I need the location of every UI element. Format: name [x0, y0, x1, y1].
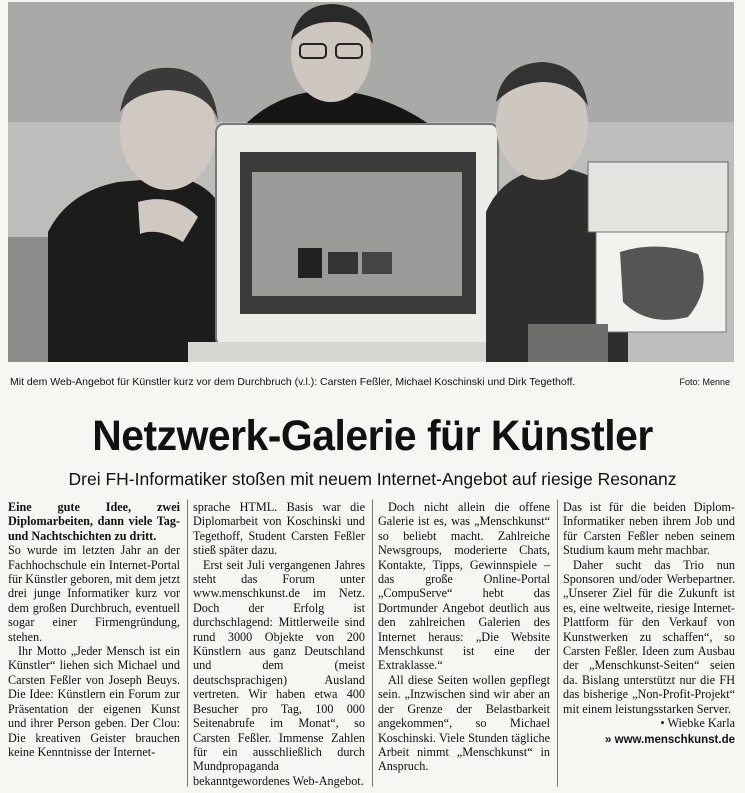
photo-credit: Foto: Menne	[679, 377, 730, 387]
body-paragraph: Ihr Motto „Jeder Mensch ist ein Künstler“ liehen sich Michael und Carsten Feßler von Joseph Beuys. Die Idee: Künstlern ein Forum zur Präsentation der eigenen Kunst und ihrer Person geben. Der Clou: Die kreativen Geister brauchen keine Kenntnisse der Internet-	[8, 644, 180, 759]
article-headline: Netzwerk-Galerie für Künstler	[92, 412, 653, 460]
body-paragraph: Das ist für die beiden Diplom-Informatiker neben ihrem Job und für Carsten Feßler neben seinem Studium kaum mehr machbar.	[563, 500, 735, 558]
caption-text: Mit dem Web-Angebot für Künstler kurz vor dem Durchbruch (v.l.): Carsten Feßler, Michael Koschinski und Dirk Tegethoff.	[10, 376, 576, 388]
column-divider	[557, 500, 558, 786]
column-divider	[187, 500, 188, 786]
article-photo	[8, 2, 734, 362]
article-column-2	[193, 500, 365, 792]
column-divider	[372, 500, 373, 786]
body-paragraph: sprache HTML. Basis war die Diplomarbeit von Koschinski und Tegethoff, Student Carsten Feßler stieß später dazu.	[193, 500, 365, 558]
lead-paragraph: Eine gute Idee, zwei Diplomarbeiten, dann viele Tag- und Nachtschichten zu dritt.	[8, 500, 180, 543]
body-paragraph: Erst seit Juli vergangenen Jahres steht das Forum unter www.menschkunst.de im Netz. Doch der Erfolg ist durchschlagend: Mittlerweile sind rund 3000 Objekte von 200 Künstlern aus ganz Deutschland und dem (meist deutschsprachigen) Ausland vertreten. Wir haben etwa 400 Besucher pro Tag, 100 000 Seitenabrufe im Monat“, so Carsten Feßler. Immense Zahlen für ein ausschließlich durch Mundpropaganda bekanntgewordenes Web-Angebot.	[193, 557, 365, 788]
article-subheadline: Drei FH-Informatiker stoßen mit neuem Internet-Angebot auf riesige Resonanz	[68, 469, 677, 489]
article-column-4	[563, 500, 735, 792]
article-column-1	[8, 500, 180, 792]
body-paragraph: All diese Seiten wollen gepflegt sein. „Inzwischen sind wir aber an der Grenze der Belastbarkeit angekommen“, so Michael Koschinski. Viele Stunden tägliche Arbeit nimmt „Menschkunst“ in Anspruch.	[378, 672, 550, 774]
body-paragraph: Daher sucht das Trio nun Sponsoren und/oder Werbepartner. „Unserer Ziel für die Zukunft ist es, eine weltweite, riesige Internet-Plattform für den Verkauf von Kunstwerken zu schaffen“, so Carsten Feßler. Ideen zum Ausbau der „Menschkunst-Seiten“ seien da. Bislang unterstützt nur die FH das bisherige „Non-Profit-Projekt“ mit einem leistungsstarken Server.	[563, 557, 735, 716]
author-byline: • Wiebke Karla	[660, 716, 735, 731]
body-paragraph: Doch nicht allein die offene Galerie ist es, was „Menschkunst“ so beliebt macht. Zahlreiche Newsgroups, moderierte Chats, Kontakte, Tipps, Gewinnspiele – das große Online-Portal „CompuServe“ hebt das Dortmunder Angebot deutlich aus den zahlreichen Galerien des Internet heraus: „Die Website Menschkunst ist eine der Extraklasse.“	[378, 500, 550, 673]
article-column-3	[378, 500, 550, 792]
website-link[interactable]: » www.menschkunst.de	[605, 733, 735, 746]
photo-illustration	[8, 2, 734, 362]
photo-caption	[10, 376, 732, 392]
body-paragraph: So wurde im letzten Jahr an der Fachhochschule ein Internet-Portal für Künstler geboren, mit dem jetzt drei junge Informatiker kurz vor dem großen Durchbruch, eventuell sogar einer Firmengründung, stehen.	[8, 543, 180, 644]
